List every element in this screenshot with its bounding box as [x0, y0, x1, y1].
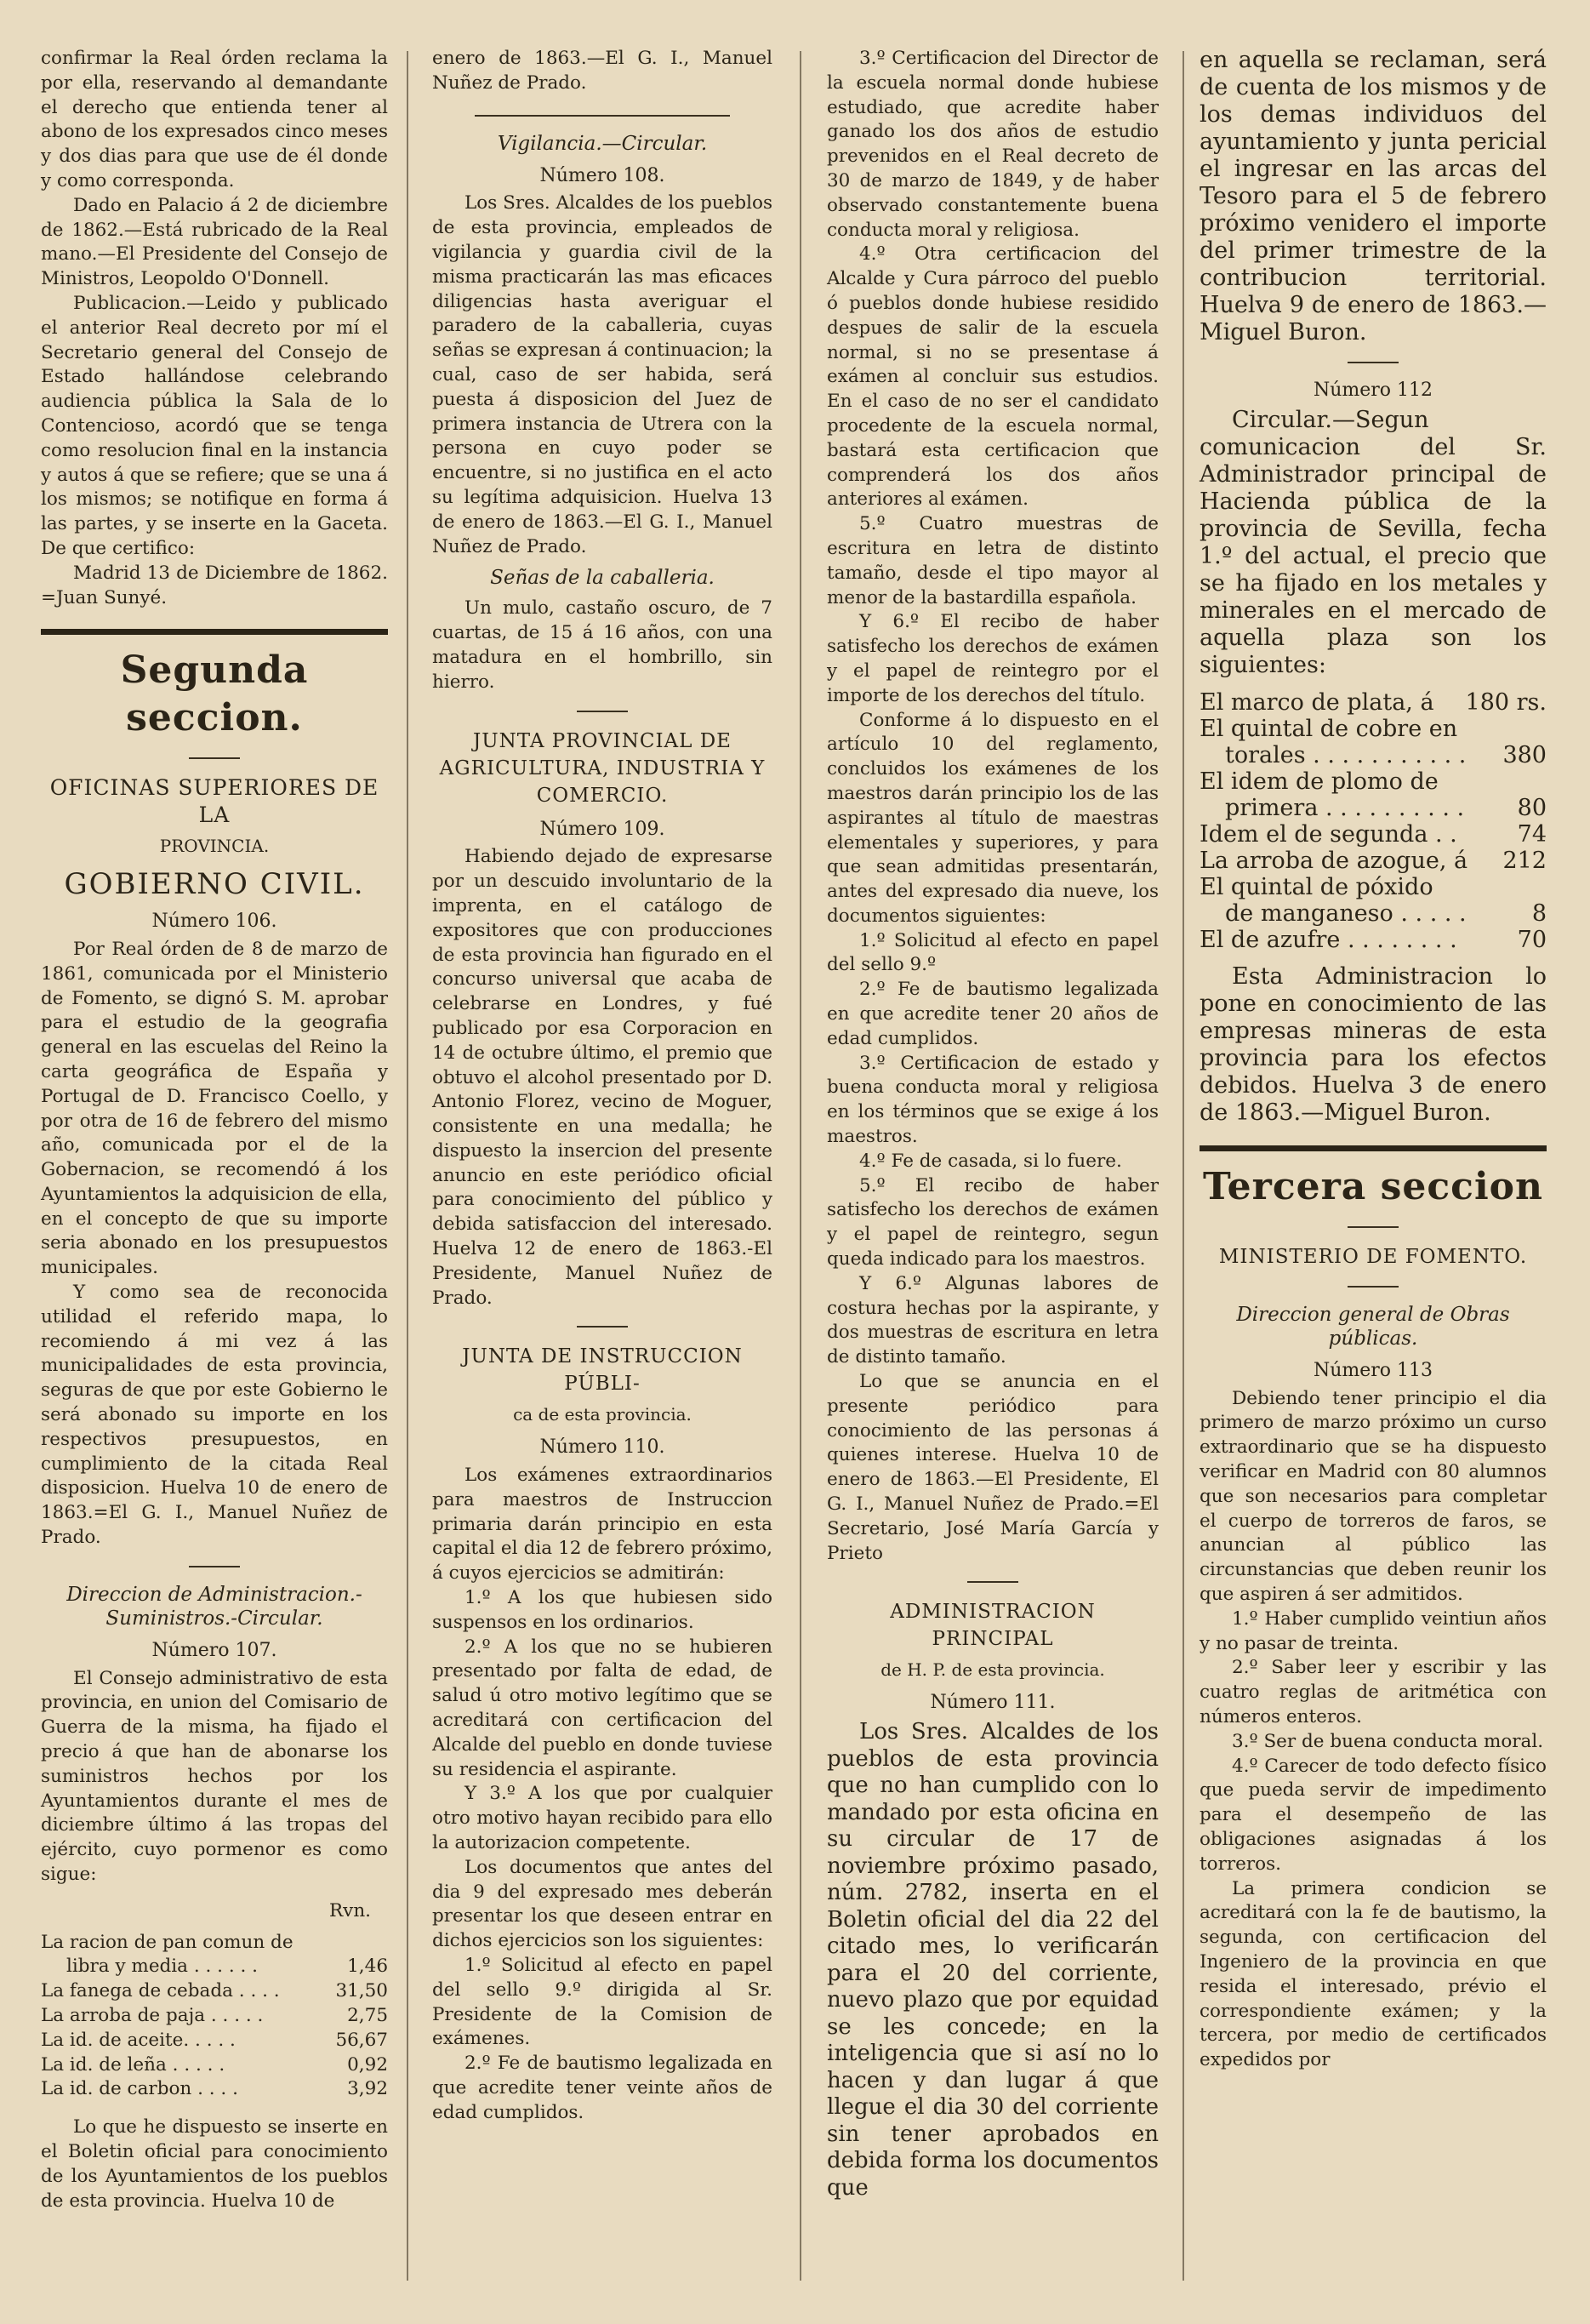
paragraph: Publicacion.—Leido y publicado el anterior Real decreto por mí el Secretario general del Consejo de Estado hallándose celebrando audiencia pública la Sala de lo Contencioso, acordó que se tenga como resolucion final en la instancia y autos á que se refiere; que se una á los mismos; se notifique en forma á las partes, y se inserte en la Gaceta. De que certifico: — [41, 292, 388, 559]
list-item: 5.º El recibo de haber satisfecho los derechos de exámen y el papel de reintegro, segun queda indicado para los maestros. — [827, 1174, 1159, 1270]
divider — [189, 757, 240, 759]
divider — [967, 1581, 1018, 1583]
paragraph: Dado en Palacio á 2 de diciembre de 1862.—Está rubricado de la Real mano.—El Presidente del Consejo de Ministros, Leopoldo O'Donnell. — [41, 194, 388, 290]
administration-heading: ADMINISTRACION PRINCIPAL — [890, 1601, 1096, 1651]
notice-number: Número 108. — [539, 164, 665, 186]
paragraph: confirmar la Real órden reclama la por ella, reservando al demandante el derecho que entienda tener al abono de los expresados cinco meses y dos dias para que use de él donde y como corresponda. — [41, 48, 388, 191]
paragraph: Los Sres. Alcaldes de los pueblos de esta provincia que no han cumplido con lo mandado por esta oficina en su circular de 17 de noviembre próximo pasado, núm. 2782, inserta en el Boletin oficial del dia 22 del citado mes, lo verificarán para el 20 del corriente, nuevo plazo que por equidad se les concede; en la inteligencia que si así no lo hacen y dan lugar á que llegue el dia 30 del corriente sin tener aprobados en debida forma los documentos que — [827, 1719, 1159, 2201]
administration-subheading: de H. P. de esta provincia. — [880, 1659, 1105, 1681]
section-divider — [1200, 1145, 1547, 1151]
paragraph: Lo que he dispuesto se inserte en el Boletin oficial para conocimiento de los Ayuntamientos de los pueblos de esta provincia. Huelva 10 de — [41, 2116, 388, 2212]
office-heading: OFICINAS SUPERIORES DE LA — [49, 775, 379, 828]
notice-number: Número 111. — [930, 1692, 1056, 1714]
price-row: La id. de leña . . . . . 0,92 — [41, 2053, 388, 2076]
section-divider — [41, 629, 388, 635]
paragraph: Los documentos que antes del dia 9 del expresado mes deberán presentar los que deseen entrar en dichos ejercicios son los siguientes: — [432, 1856, 772, 1952]
unit-label: Rvn. — [328, 1899, 371, 1921]
list-item: Y 6.º El recibo de haber satisfecho los derechos de exámen y el papel de reintegro por el importe de los derechos del título. — [827, 611, 1159, 706]
direction-heading: Direccion de Administracion.-Suministros.-Circular. — [66, 1583, 362, 1630]
list-item: 2.º Saber leer y escribir y las cuatro reglas de aritmética con números enteros. — [1200, 1657, 1547, 1727]
paragraph: en aquella se reclaman, será de cuenta de los mismos y de los demas individuos del ayuntamiento y junta pericial el ingresar en las arcas del Tesoro para el 5 de febrero próximo venidero el importe del primer trimestre de la contribucion territorial. Huelva 9 de enero de 1863.—Miguel Buron. — [1200, 47, 1547, 345]
paragraph: Circular.—Segun comunicacion del Sr. Administrador principal de Hacienda pública de la provincia de Sevilla, fecha 1.º del actual, el precio que se ha fijado en los metales y minerales en el mercado de aquella plaza son los siguientes: — [1200, 406, 1547, 678]
list-item: Y 3.º A los que por cualquier otro motivo hayan recibido para ello la autorizacion competente. — [432, 1783, 772, 1854]
section-title: Tercera seccion — [1202, 1164, 1544, 1208]
price-row: El idem de plomo de — [1200, 768, 1439, 795]
office-subheading: PROVINCIA. — [159, 836, 270, 857]
column-rule — [407, 51, 408, 2281]
list-item: 1.º A los que hubiesen sido suspensos en los ordinarios. — [432, 1587, 772, 1633]
notice-number: Número 110. — [539, 1436, 665, 1459]
divider — [577, 1326, 628, 1328]
paragraph: Madrid 13 de Diciembre de 1862. =Juan Sunyé. — [41, 562, 388, 608]
divider — [189, 1566, 240, 1567]
list-item: 3.º Certificacion de estado y buena conducta moral y religiosa en los términos que se exige á los maestros. — [827, 1052, 1159, 1148]
metal-price-table — [1200, 689, 1547, 953]
divider — [1348, 1226, 1399, 1228]
divider — [475, 115, 730, 117]
vigilance-heading: Vigilancia.—Circular. — [497, 132, 708, 155]
direction-heading: Direccion general de Obras públicas. — [1236, 1303, 1510, 1350]
notice-number: Número 106. — [151, 911, 277, 933]
price-row: La id. de aceite. . . . . 56,67 — [41, 2029, 388, 2051]
divider — [1348, 362, 1399, 363]
list-item: 1.º Solicitud al efecto en papel del sello 9.º — [827, 929, 1159, 976]
price-row: La id. de carbon . . . . 3,92 — [41, 2078, 388, 2100]
ministry-heading: MINISTERIO DE FOMENTO. — [1218, 1245, 1528, 1268]
price-row: La racion de pan comun de — [41, 1931, 293, 1953]
price-row: primera . . . . . . . . . . 80 — [1225, 794, 1547, 821]
notice-number: Número 109. — [539, 818, 665, 840]
paragraph: Por Real órden de 8 de marzo de 1861, comunicada por el Ministerio de Fomento, se dignó S. M. aprobar para el estudio de la geografia general en las escuelas del Reino la carta geográfica de España y Portugal de D. Francisco Coello, y por otra de 16 de febrero del mismo año, comunicada por el de la Gobernacion, se recomendó á los Ayuntamientos la adquisicion de ella, en el concepto de que su importe seria abonado en los presupuestos municipales. — [41, 938, 388, 1279]
price-row: de manganeso . . . . . 8 — [1225, 899, 1547, 927]
paragraph: Los Sres. Alcaldes de los pueblos de esta provincia, empleados de vigilancia y guardia civil de la misma practicarán las mas eficaces diligencias hasta averiguar el paradero de la caballeria, cuyas señas se expresan á continuacion; la cual, caso de ser habida, será puesta á disposicion del Juez de primera instancia de Utrera con la persona en cuyo poder se encuentre, si no justifica en el acto su legítima adquisicion. Huelva 13 de enero de 1863.—El G. I., Manuel Nuñez de Prado. — [432, 192, 772, 557]
paragraph: La primera condicion se acreditará con la fe de bautismo, la segunda, con certificacion del Ingeniero de la provincia en que resida el interesado, prévio el correspondiente exámen; y la tercera, por medio de certificados expedidos por — [1200, 1877, 1547, 2071]
list-item: 5.º Cuatro muestras de escritura en letra de distinto tamaño, desde el tipo mayor al menor de la bastardilla española. — [827, 513, 1159, 608]
paragraph: Un mulo, castaño oscuro, de 7 cuartas, de 15 á 16 años, con una matadura en el hombrillo, sin hierro. — [432, 597, 772, 693]
list-item: 2.º Fe de bautismo legalizada en que acredite tener veinte años de edad cumplidos. — [432, 2053, 772, 2123]
divider — [577, 711, 628, 712]
column-2 — [432, 47, 772, 2126]
paragraph: Los exámenes extraordinarios para maestros de Instruccion primaria darán principio en esta capital el dia 12 de febrero próximo, á cuyos ejercicios se admitirán: — [432, 1465, 772, 1585]
list-item: 4.º Fe de casada, si lo fuere. — [859, 1150, 1122, 1172]
price-row: torales . . . . . . . . . . . 380 — [1225, 741, 1547, 768]
paragraph: Habiendo dejado de expresarse por un descuido involuntario de la imprenta, en el catálogo de expositores que con producciones de esta provincia han figurado en el concurso universal que acaba de celebrarse en Londres, y fué publicado por esa Corporacion en 14 de octubre último, el premio que obtuvo el alcohol presentado por D. Antonio Florez, vecino de Moguer, consistente en una medalla; he dispuesto la insercion del presente anuncio en este periódico oficial para conocimiento del público y debida satisfaccion del interesado. Huelva 12 de enero de 1863.-El Presidente, Manuel Nuñez de Prado. — [432, 846, 772, 1309]
list-item: 1.º Haber cumplido veintiun años y no pasar de treinta. — [1200, 1607, 1547, 1654]
list-item: 3.º Ser de buena conducta moral. — [1232, 1730, 1544, 1752]
government-heading: GOBIERNO CIVIL. — [64, 867, 365, 902]
column-rule — [800, 51, 801, 2281]
notice-number: Número 107. — [151, 1639, 277, 1661]
price-row: libra y media . . . . . . 1,46 — [66, 1956, 388, 1978]
price-table — [41, 1931, 388, 2103]
price-row: La arroba de azogue, á 212 — [1200, 847, 1547, 874]
paragraph: Lo que se anuncia en el presente periódico para conocimiento de las personas á quienes interese. Huelva 10 de enero de 1863.—El Presidente, El G. I., Manuel Nuñez de Prado.=El Secretario, José María García y Prieto — [827, 1371, 1159, 1564]
paragraph: Debiendo tener principio el dia primero de marzo próximo un curso extraordinario que se ha dispuesto verificar en Madrid con 80 alumnos que son necesarios para completar el cuerpo de torreros de faros, se anuncian al público las circunstancias que deben reunir los que aspiren á ser admitidos. — [1200, 1387, 1547, 1605]
paragraph: Esta Administracion lo pone en conocimiento de las empresas mineras de esta provincia para los efectos debidos. Huelva 3 de enero de 1863.—Miguel Buron. — [1200, 962, 1547, 1126]
junta-subheading: ca de esta provincia. — [513, 1404, 692, 1425]
junta-heading: JUNTA DE INSTRUCCION PÚBLI- — [462, 1345, 743, 1396]
column-rule — [1183, 51, 1184, 2281]
price-row: El de azufre . . . . . . . . 70 — [1200, 926, 1547, 953]
paragraph: enero de 1863.—El G. I., Manuel Nuñez de Prado. — [432, 48, 772, 94]
paragraph: Conforme á lo dispuesto en el artículo 10 del reglamento, concluidos los exámenes de los maestros darán principio los de las aspirantes al título de maestras elementales y superiores, y para que sean admitidas presentarán, antes del expresado dia nueve, los documentos siguientes: — [827, 709, 1159, 927]
price-row: Idem el de segunda . . 74 — [1200, 820, 1547, 848]
divider — [1348, 1286, 1399, 1288]
price-row: La arroba de paja . . . . . 2,75 — [41, 2005, 388, 2026]
paragraph: El Consejo administrativo de esta provincia, en union del Comisario de Guerra de la misma, ha fijado el precio á que han de abonarse los suministros hechos por los Ayuntamientos durante el mes de diciembre último á las tropas del ejército, cuyo pormenor es como sigue: — [41, 1667, 388, 1886]
list-item: 4.º Otra certificacion del Alcalde y Cura párroco del pueblo ó pueblos donde hubiese residido despues de salir de la escuela normal, si no se presentase á exámen al concluir sus estudios. En el caso de no ser el candidato procedente de la escuela normal, bastará esta certificacion que comprenderá los dos años anteriores al exámen. — [827, 243, 1159, 511]
price-row: El quintal de cobre en — [1200, 715, 1458, 742]
price-row: El marco de plata, á 180 rs. — [1200, 688, 1547, 716]
column-4 — [1200, 47, 1547, 2073]
notice-number: Número 113 — [1313, 1359, 1433, 1381]
list-item: 3.º Certificacion del Director de la escuela normal donde hubiese estudiado, que acredite haber ganado los dos años de estudio prevenidos en el Real decreto de 30 de marzo de 1849, y de haber observado constantemente buena conducta moral y religiosa. — [827, 48, 1159, 241]
column-3 — [827, 47, 1159, 2201]
list-item: 1.º Solicitud al efecto en papel del sello 9.º dirigida al Sr. Presidente de la Comision de exámenes. — [432, 1955, 772, 2050]
junta-heading: JUNTA PROVINCIAL DE AGRICULTURA, INDUSTRIA Y COMERCIO. — [439, 729, 766, 807]
list-item: 2.º A los que no se hubieren presentado por falta de edad, de salud ú otro motivo legítimo que se acreditará con certificacion del Alcalde del pueblo en donde tuviese su residencia el aspirante. — [432, 1636, 772, 1780]
notice-number: Número 112 — [1313, 380, 1433, 401]
section-title: Segunda seccion. — [120, 648, 309, 740]
description-heading: Señas de la caballeria. — [490, 567, 715, 590]
list-item: 2.º Fe de bautismo legalizada en que acredite tener 20 años de edad cumplidos. — [827, 979, 1159, 1049]
column-1 — [41, 47, 388, 2213]
price-row: La fanega de cebada . . . . 31,50 — [41, 1980, 388, 2002]
paragraph: Y como sea de reconocida utilidad el referido mapa, lo recomiendo á mi vez á las municipalidades de esta provincia, seguras de que por este Gobierno le será abonado su importe en los respectivos presupuestos, en cumplimiento de la citada Real disposicion. Huelva 10 de enero de 1863.=El G. I., Manuel Nuñez de Prado. — [41, 1282, 388, 1549]
list-item: Y 6.º Algunas labores de costura hechas por la aspirante, y dos muestras de escritura en letra de distinto tamaño. — [827, 1272, 1159, 1368]
price-row: El quintal de póxido — [1200, 873, 1433, 900]
list-item: 4.º Carecer de todo defecto físico que pueda servir de impedimento para el desempeño de las obligaciones asignadas á los torreros. — [1200, 1755, 1547, 1875]
